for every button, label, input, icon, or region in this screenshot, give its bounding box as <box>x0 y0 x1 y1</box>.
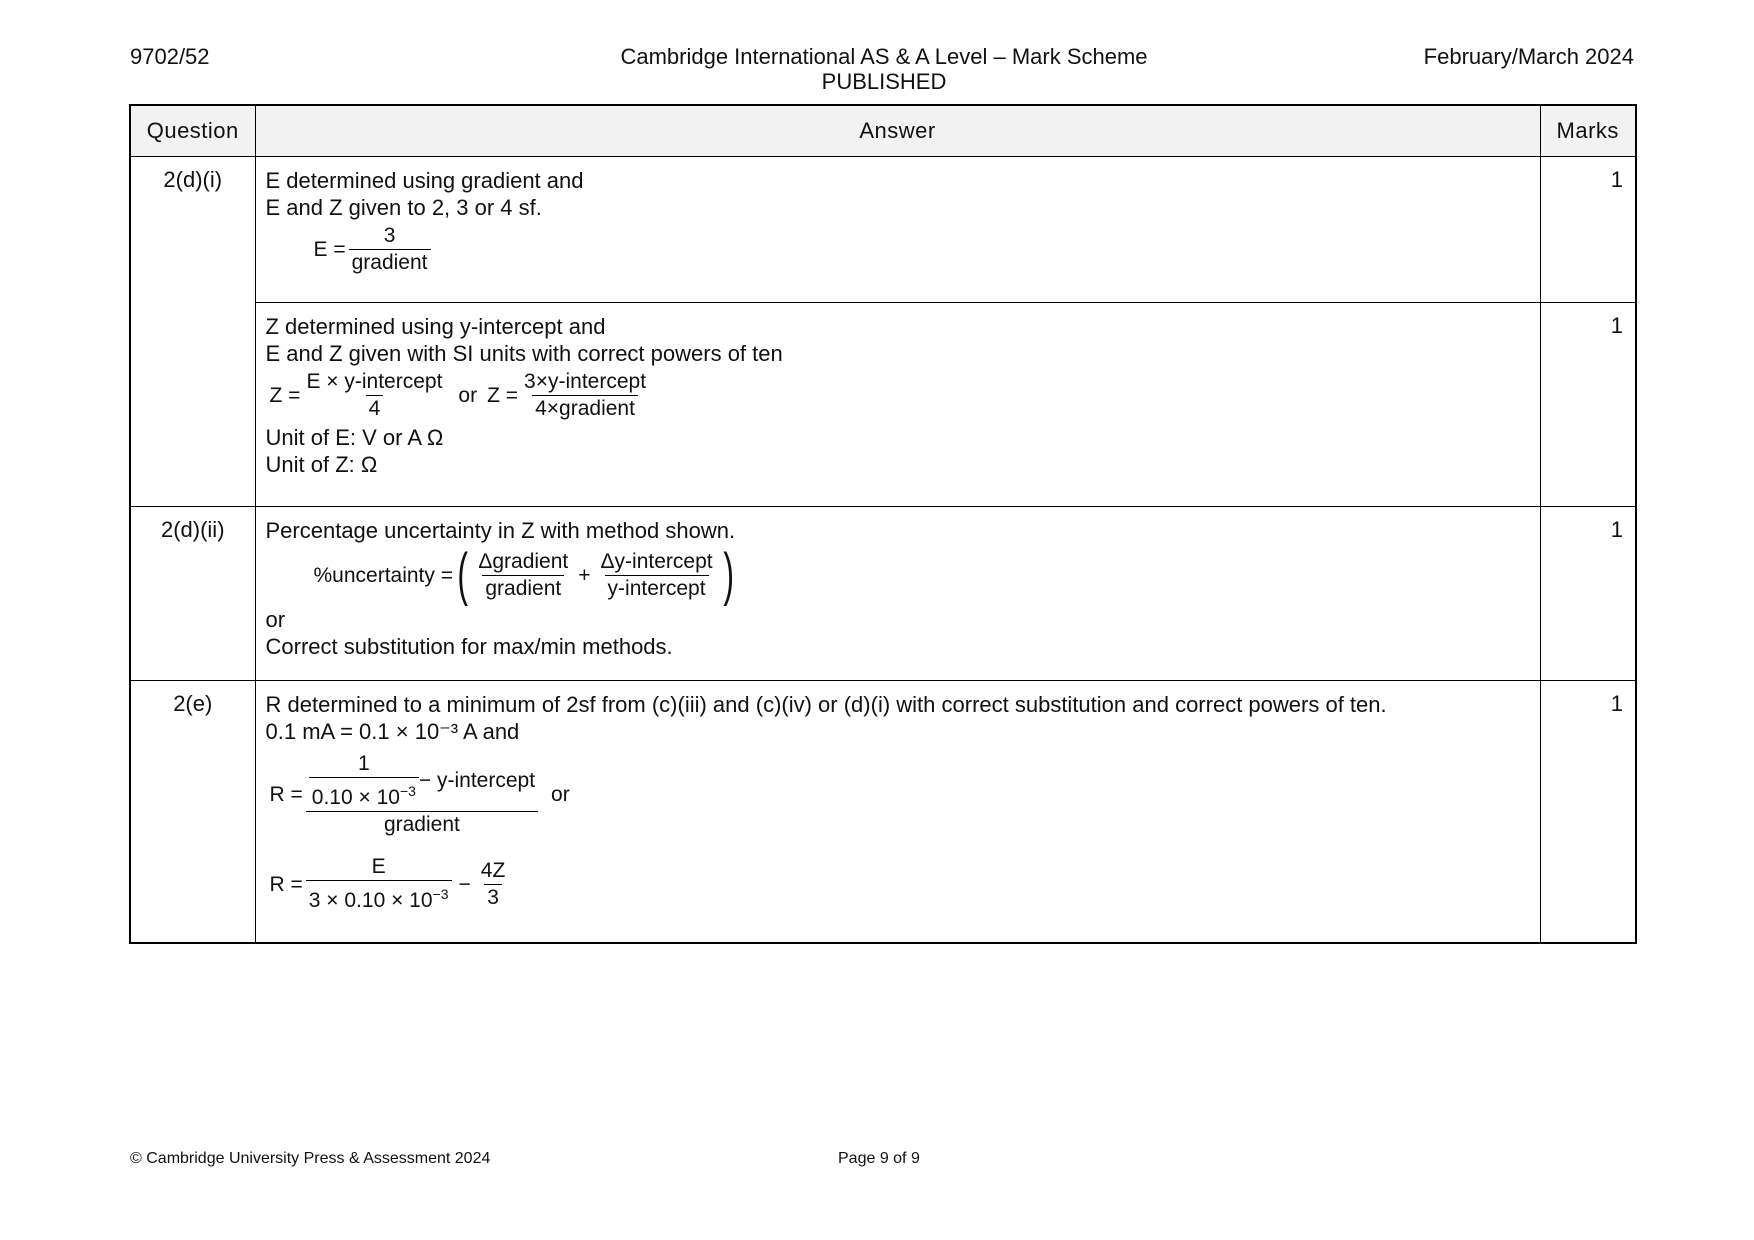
denominator: y-intercept <box>605 575 709 602</box>
numerator: Δgradient <box>478 549 569 573</box>
or-text: or <box>458 384 478 407</box>
numerator: E × y-intercept <box>306 370 443 393</box>
question-number: 2(e) <box>130 681 255 943</box>
answer-line: Percentage uncertainty in Z with method shown. <box>265 518 736 543</box>
mark-value: 1 <box>1540 681 1636 943</box>
table-row <box>130 157 1636 303</box>
denominator: 3 <box>484 884 502 911</box>
answer-cell <box>255 303 1540 507</box>
inner-fraction <box>309 751 419 811</box>
answer-column-header: Answer <box>255 105 1540 157</box>
denominator: gradient <box>482 575 564 602</box>
denominator: 4 <box>366 395 384 422</box>
numerator: 3×y-intercept <box>524 370 647 393</box>
equation-e <box>314 223 1530 276</box>
page-number: Page 9 of 9 <box>838 1150 920 1167</box>
equation-r-gradient <box>270 751 1530 838</box>
paper-code: 9702/52 <box>130 44 210 69</box>
eq-lhs: E = <box>313 238 346 261</box>
fraction <box>478 858 509 911</box>
answer-line: or <box>265 607 286 632</box>
minus-intercept: − y-intercept <box>418 769 536 792</box>
numerator: 3 <box>383 224 396 247</box>
numerator: 4Z <box>480 858 506 882</box>
answer-cell <box>255 507 1540 681</box>
or-text: or <box>551 783 570 806</box>
table-header-row <box>130 105 1636 157</box>
equation-z <box>270 369 1530 422</box>
left-paren: ( <box>457 542 468 607</box>
answer-cell <box>255 157 1540 303</box>
eq-lhs: Z = <box>487 384 519 407</box>
eq-lhs: R = <box>269 783 303 806</box>
fraction <box>475 549 571 602</box>
answer-line: Correct substitution for max/min methods. <box>265 634 673 659</box>
answer-line: E and Z given to 2, 3 or 4 sf. <box>265 195 542 220</box>
published-label: PUBLISHED <box>821 69 947 94</box>
eq-lhs: Z = <box>269 384 301 407</box>
denominator: gradient <box>349 249 431 276</box>
denominator: 4×gradient <box>532 395 638 422</box>
answer-line: 0.1 mA = 0.1 × 10⁻³ A and <box>265 719 520 744</box>
plus-sign: + <box>578 563 591 587</box>
answer-line: Z determined using y-intercept and <box>265 314 606 339</box>
unit-line: Unit of Z: Ω <box>265 452 378 477</box>
title-line: Cambridge International AS & A Level – Mark Scheme <box>620 44 1148 69</box>
fraction <box>306 751 538 838</box>
table-row <box>130 303 1636 507</box>
mark-value: 1 <box>1540 157 1636 303</box>
answer-cell <box>255 681 1540 943</box>
equation-r-ez <box>270 854 1530 914</box>
answer-line: E and Z given with SI units with correct powers of ten <box>265 341 783 366</box>
copyright: © Cambridge University Press & Assessment 2024 <box>130 1150 491 1167</box>
exam-session: February/March 2024 <box>1423 44 1634 69</box>
table-row <box>130 507 1636 681</box>
answer-line: E determined using gradient and <box>265 168 584 193</box>
inner-numerator: 1 <box>357 752 370 775</box>
numerator: E <box>371 855 386 878</box>
equation-uncertainty <box>313 542 1530 607</box>
fraction <box>303 369 445 422</box>
numerator <box>306 751 538 811</box>
eq-lhs: R = <box>269 872 303 896</box>
minus-sign: − <box>458 872 471 896</box>
marks-column-header: Marks <box>1540 105 1636 157</box>
denominator: gradient <box>306 811 538 838</box>
eq-lhs: %uncertainty = <box>313 563 453 587</box>
right-paren: ) <box>722 542 734 607</box>
inner-denominator: $0.10 \times 10^{-3}$ <box>309 777 419 811</box>
fraction <box>306 854 452 914</box>
question-column-header: Question <box>130 105 255 157</box>
mark-value: 1 <box>1540 507 1636 681</box>
denominator: $3 \times 0.10 \times 10^{-3}$ <box>306 880 452 914</box>
fraction <box>521 369 649 422</box>
fraction <box>598 549 716 602</box>
mark-value: 1 <box>1540 303 1636 507</box>
fraction <box>349 223 431 276</box>
question-number: 2(d)(ii) <box>130 507 255 681</box>
table-row <box>130 681 1636 943</box>
unit-line: Unit of E: V or A Ω <box>265 425 444 450</box>
numerator: Δy-intercept <box>600 549 713 573</box>
mark-scheme-table <box>129 104 1637 944</box>
question-number: 2(d)(i) <box>130 157 255 507</box>
answer-line: R determined to a minimum of 2sf from (c)(iii) and (c)(iv) or (d)(i) with correct substitution and correct powers of ten. <box>265 692 1387 717</box>
